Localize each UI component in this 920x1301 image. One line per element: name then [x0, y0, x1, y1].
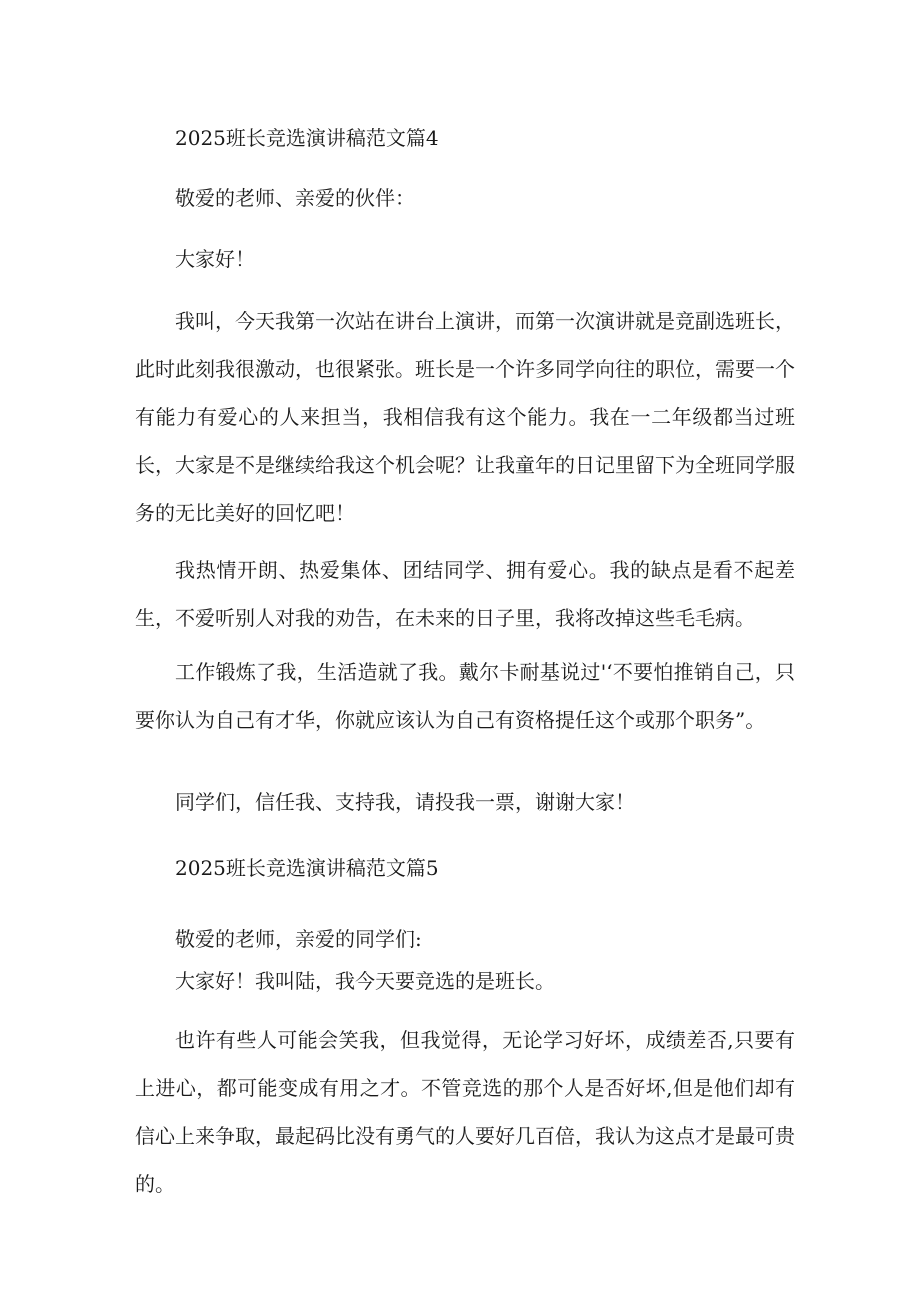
paragraph: 也许有些人可能会笑我，但我觉得，无论学习好坏，成绩差否,只要有上进心，都可能变成有用之才。不管竞选的那个人是否好坏,但是他们却有信心上来争取，最起码比没有勇气的人要好几百倍，我认为这点才是最可贵的。: [135, 1028, 795, 1196]
paragraph: 我热情开朗、热爱集体、团结同学、拥有爱心。我的缺点是看不起差生，不爱听别人对我的劝告，在未来的日子里，我将改掉这些毛毛病。: [135, 558, 795, 630]
greeting: 大家好！我叫陆，我今天要竞选的是班长。: [175, 969, 555, 993]
section-title: 2025班长竞选演讲稿范文篇5: [175, 856, 439, 880]
greeting: 大家好！: [175, 247, 255, 271]
section-title: 2025班长竞选演讲稿范文篇4: [175, 126, 439, 150]
paragraph: 工作锻炼了我，生活造就了我。戴尔卡耐基说过'‘不要怕推销自己，只要你认为自己有才华，你就应该认为自己有资格提任这个或那个职务”。: [135, 660, 795, 732]
salutation: 敬爱的老师、亲爱的伙伴：: [175, 186, 415, 210]
paragraph: 我叫，今天我第一次站在讲台上演讲，而第一次演讲就是竞副选班长，此时此刻我很激动，也很紧张。班长是一个许多同学向往的职位，需要一个有能力有爱心的人来担当，我相信我有这个能力。我在一二年级都当过班长，大家是不是继续给我这个机会呢？让我童年的日记里留下为全班同学服务的无比美好的回忆吧！: [135, 309, 795, 525]
closing-line: 同学们，信任我、支持我，请投我一票，谢谢大家！: [175, 790, 635, 814]
salutation: 敬爱的老师，亲爱的同学们:: [175, 927, 422, 951]
